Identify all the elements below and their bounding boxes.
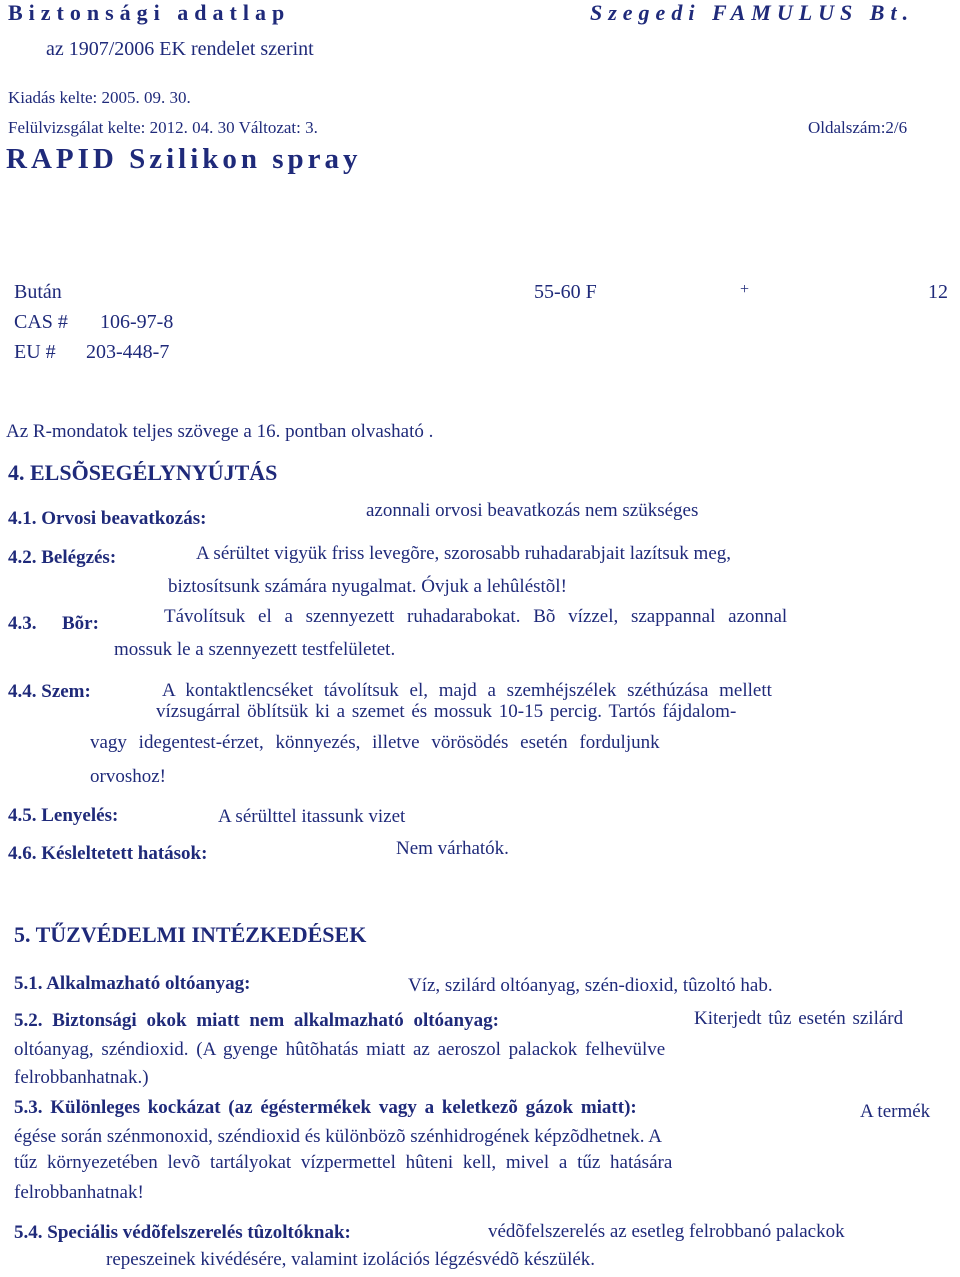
s54-line2: repeszeinek kivédésére, valamint izolációs légzésvédõ készülék.	[106, 1249, 596, 1270]
s43-number: 4.3.	[8, 613, 37, 634]
s52-line2: oltóanyag, széndioxid. (A gyenge hûtõhatás miatt az aeroszol palackok felhevülve	[14, 1039, 666, 1060]
cas-value: 106-97-8	[100, 311, 174, 333]
eu-label: EU #	[14, 341, 56, 363]
s43-line1: Távolítsuk el a szennyezett ruhadarabokat. Bõ vízzel, szappannal azonnal	[164, 606, 788, 627]
s46-text: Nem várhatók.	[396, 838, 509, 859]
company-name: Szegedi FAMULUS Bt.	[590, 0, 915, 25]
s42-label: 4.2. Belégzés:	[8, 547, 117, 568]
s41-label: 4.1. Orvosi beavatkozás:	[8, 508, 207, 529]
s44-line1: A kontaktlencséket távolítsuk el, majd a szemhéjszélek széthúzása mellett	[162, 680, 772, 701]
s51-text: Víz, szilárd oltóanyag, szén-dioxid, tûzoltó hab.	[408, 975, 773, 996]
s42-line1	[196, 543, 946, 565]
s44-line3: vagy idegentest-érzet, könnyezés, illetve vörösödés esetén forduljunk	[90, 732, 660, 753]
s42-line2: biztosítsunk számára nyugalmat. Óvjuk a lehûléstõl!	[168, 576, 567, 597]
eu-value: 203-448-7	[86, 341, 170, 363]
s44-label: 4.4. Szem:	[8, 681, 91, 702]
page-number: Oldalszám:2/6	[808, 118, 908, 137]
s52-label: 5.2. Biztonsági okok miatt nem alkalmazható oltóanyag:	[14, 1010, 499, 1031]
s43-label: Bõr:	[62, 613, 99, 634]
s46-label: 4.6. Késleltetett hatások:	[8, 843, 208, 864]
s54-label: 5.4. Speciális védõfelszerelés tûzoltóknak:	[14, 1222, 351, 1243]
s52-tail: Kiterjedt tûz esetén szilárd	[694, 1008, 904, 1029]
s43-line2: mossuk le a szennyezett testfelületet.	[114, 639, 396, 660]
document-type: Biztonsági adatlap	[8, 0, 291, 25]
s53-line2: égése során szénmonoxid, széndioxid és különbözõ szénhidrogének képzõdhetnek. A	[14, 1126, 662, 1147]
product-name: RAPID Szilikon spray	[6, 143, 362, 175]
revision-date: Felülvizsgálat kelte: 2012. 04. 30 Változat: 3.	[8, 118, 318, 137]
section-5-title: 5. TŰZVÉDELMI INTÉZKEDÉSEK	[14, 922, 367, 947]
s45-text: A sérülttel itassunk vizet	[218, 806, 406, 827]
component-name: Bután	[14, 281, 62, 303]
s44-line4: orvoshoz!	[90, 766, 166, 787]
s53-tail: A termék	[860, 1101, 931, 1122]
s45-label: 4.5. Lenyelés:	[8, 805, 119, 826]
s41-text: azonnali orvosi beavatkozás nem szükséges	[366, 500, 699, 521]
cas-label: CAS #	[14, 311, 68, 333]
s53-line4: felrobbanhatnak!	[14, 1182, 144, 1203]
s53-label: 5.3. Különleges kockázat (az égéstermékek vagy a keletkezõ gázok miatt):	[14, 1097, 637, 1118]
s44-line2: vízsugárral öblítsük ki a szemet és mossuk 10-15 percig. Tartós fájdalom-	[156, 701, 737, 722]
s53-line3: tűz környezetében levõ tartályokat vízpermettel hûteni kell, mivel a tűz hatására	[14, 1152, 673, 1173]
regulation-line: az 1907/2006 EK rendelet szerint	[46, 38, 314, 60]
s54-tail: védõfelszerelés az esetleg felrobbanó palackok	[488, 1221, 845, 1242]
r-phrases-note: Az R-mondatok teljes szövege a 16. pontban olvasható .	[6, 421, 434, 442]
s42-line1-text: A sérültet vigyük friss levegõre, szorosabb ruhadarabjait lazítsuk meg,	[196, 543, 732, 564]
s51-label: 5.1. Alkalmazható oltóanyag:	[14, 973, 251, 994]
plus-sign: +	[740, 281, 750, 298]
component-range: 55-60 F	[534, 281, 597, 303]
s52-line3: felrobbanhatnak.)	[14, 1067, 149, 1088]
issue-date: Kiadás kelte: 2005. 09. 30.	[8, 88, 191, 107]
r-number: 12	[928, 281, 948, 303]
section-4-title: 4. ELSÕSEGÉLYNYÚJTÁS	[8, 460, 278, 485]
